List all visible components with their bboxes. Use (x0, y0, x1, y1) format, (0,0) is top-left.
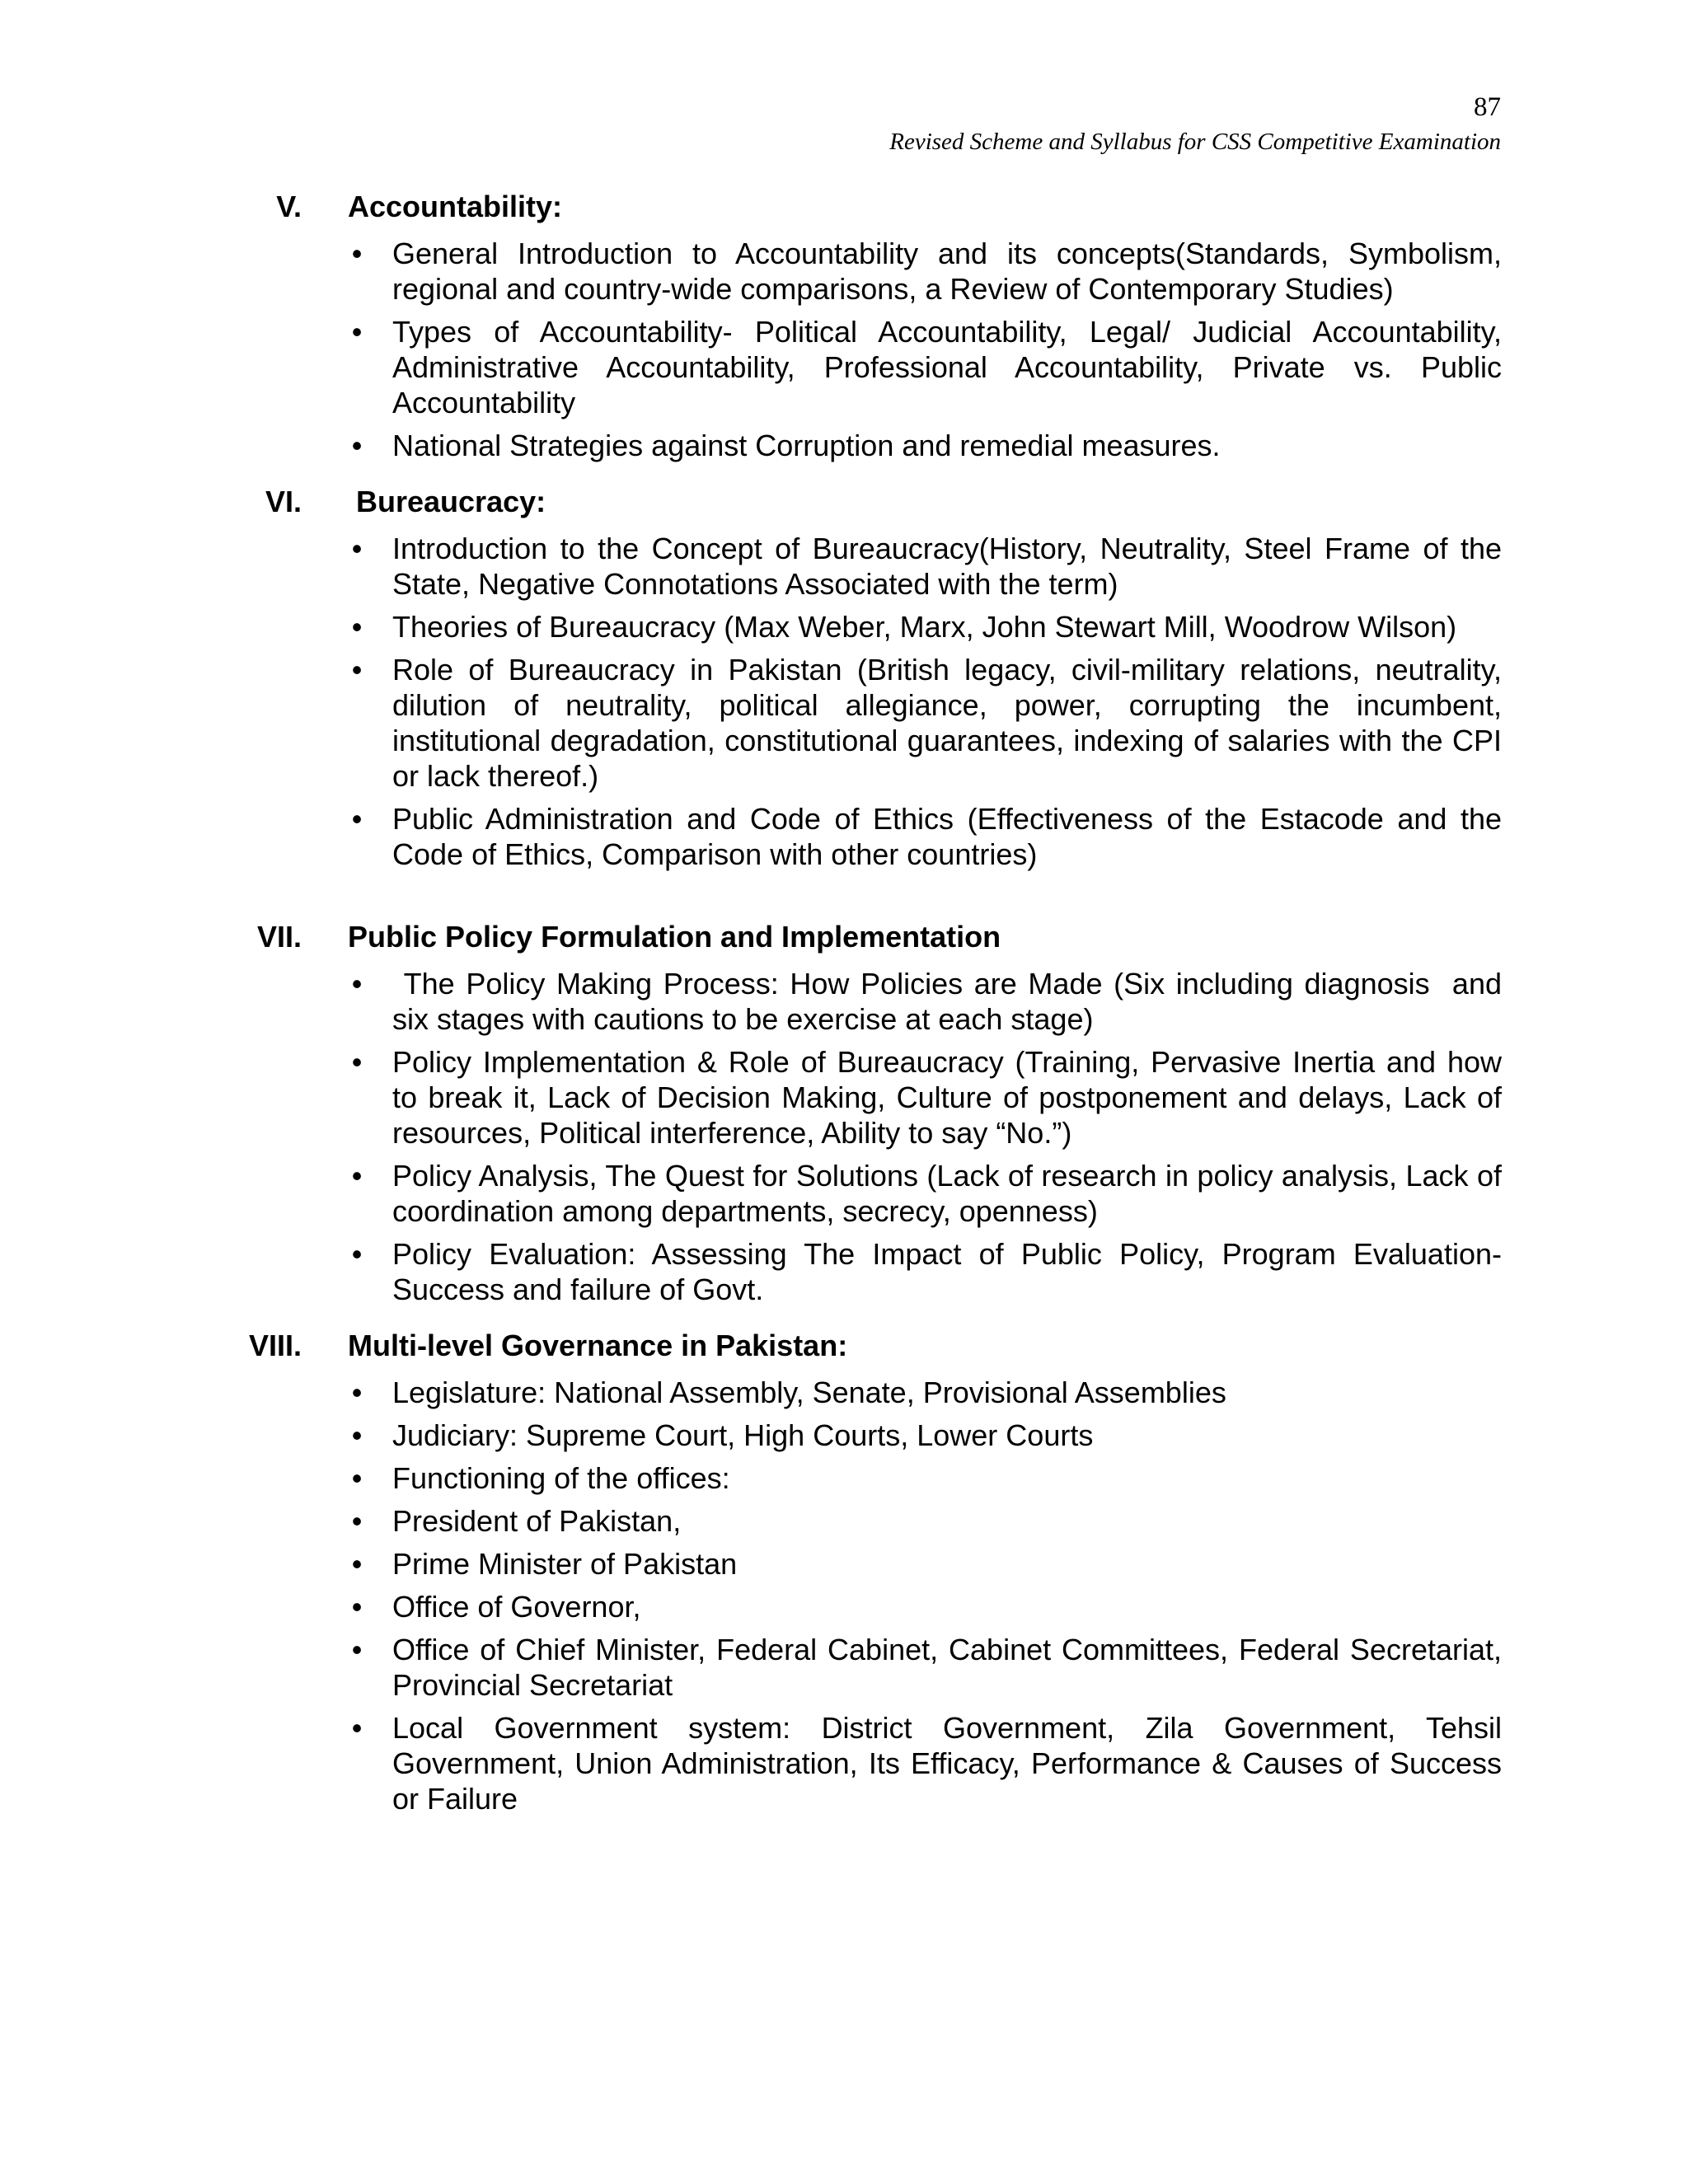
page-number: 87 (1474, 92, 1501, 122)
section-numeral: VII. (256, 920, 302, 954)
bullet-icon: • (351, 653, 363, 687)
list-item-text: Types of Accountability- Political Accountability, Legal/ Judicial Accountability, Administrative Accountability, Professional Accountability, Private vs. Public Accountability (392, 315, 1502, 419)
list-item-text: President of Pakistan, (392, 1504, 682, 1538)
list-item-text: Office of Governor, (392, 1590, 641, 1624)
section-bureaucracy (0, 481, 1688, 872)
list-item-text: Introduction to the Concept of Bureaucracy(History, Neutrality, Steel Frame of the State, Negative Connotations Associated with the term) (392, 532, 1502, 601)
section-heading (0, 1325, 1688, 1375)
list-item-text: Policy Implementation & Role of Bureaucracy (Training, Pervasive Inertia and how to break it, Lack of Decision Making, Culture of postponement and delays, Lack of resources, Political interference, Ability to say “No.”) (392, 1045, 1502, 1150)
section-title: Bureaucracy: (356, 485, 546, 518)
list-item-text: Role of Bureaucracy in Pakistan (British legacy, civil-military relations, neutrality, dilution of neutrality, political allegiance, power, corrupting the incumbent, institutional degradation, constitutional guarantees, indexing of salaries with the CPI or lack thereof.) (392, 653, 1502, 793)
list-item (351, 652, 1502, 794)
list-item (351, 1418, 1502, 1453)
list-item (351, 1546, 1502, 1582)
list-item (351, 801, 1502, 872)
bullet-icon: • (351, 1590, 363, 1624)
list-item-text: The Policy Making Process: How Policies are Made (Six including diagnosis and six stages with cautions to be exercise at each stage) (392, 967, 1511, 1036)
list-item (351, 1158, 1502, 1229)
bullet-icon: • (351, 1461, 363, 1495)
section-numeral: VI. (265, 485, 302, 518)
section-multi-level-governance (0, 1325, 1688, 1816)
bullet-icon: • (351, 429, 363, 462)
list-item (351, 1632, 1502, 1703)
section-numeral: V. (276, 190, 302, 223)
bullet-icon: • (351, 967, 363, 1001)
bullet-icon: • (351, 237, 363, 270)
list-item (351, 236, 1502, 307)
section-public-policy (0, 916, 1688, 1307)
bullet-icon: • (351, 1711, 363, 1745)
list-item (351, 1375, 1502, 1410)
list-item (351, 314, 1502, 420)
list-item (351, 1710, 1502, 1816)
section-title: Multi-level Governance in Pakistan: (348, 1329, 848, 1362)
list-item-text: Policy Analysis, The Quest for Solutions (Lack of research in policy analysis, Lack of coordination among departments, secrecy, openness) (392, 1159, 1502, 1228)
list-item (351, 1044, 1502, 1151)
bullet-icon: • (351, 1547, 363, 1581)
list-item-text: Judiciary: Supreme Court, High Courts, Lower Courts (392, 1418, 1094, 1452)
bullet-icon: • (351, 610, 363, 644)
bullet-icon: • (351, 1376, 363, 1409)
list-item-text: General Introduction to Accountability and its concepts(Standards, Symbolism, regional and country-wide comparisons, a Review of Contemporary Studies) (392, 237, 1502, 306)
list-item-text: Local Government system: District Government, Zila Government, Tehsil Government, Union Administration, Its Efficacy, Performance & Causes of Success or Failure (392, 1711, 1502, 1816)
section-heading (0, 481, 1688, 531)
section-title: Accountability: (348, 190, 563, 223)
list-item (351, 428, 1502, 463)
bullet-list (351, 966, 1511, 1307)
list-item (351, 966, 1511, 1037)
list-item (351, 1503, 1502, 1539)
syllabus-content (0, 186, 1688, 1824)
bullet-icon: • (351, 532, 363, 565)
bullet-list (351, 1375, 1502, 1816)
list-item (351, 1589, 1502, 1624)
section-heading (0, 186, 1688, 236)
running-header: Revised Scheme and Syllabus for CSS Competitive Examination (889, 129, 1501, 155)
list-item (351, 1236, 1502, 1307)
bullet-list (351, 236, 1502, 463)
list-item (351, 531, 1502, 602)
bullet-list (351, 531, 1502, 872)
section-title: Public Policy Formulation and Implementation (348, 920, 1001, 954)
list-item-text: Legislature: National Assembly, Senate, Provisional Assemblies (392, 1376, 1226, 1409)
list-item-text: Functioning of the offices: (392, 1461, 730, 1495)
bullet-icon: • (351, 1418, 363, 1452)
list-item (351, 609, 1502, 644)
bullet-icon: • (351, 802, 363, 836)
list-item-text: Policy Evaluation: Assessing The Impact of Public Policy, Program Evaluation-Success and failure of Govt. (392, 1237, 1502, 1306)
bullet-icon: • (351, 1045, 363, 1079)
list-item-text: Office of Chief Minister, Federal Cabinet, Cabinet Committees, Federal Secretariat, Provincial Secretariat (392, 1633, 1502, 1702)
section-heading (0, 916, 1688, 966)
list-item-text: Theories of Bureaucracy (Max Weber, Marx, John Stewart Mill, Woodrow Wilson) (392, 610, 1457, 644)
bullet-icon: • (351, 1237, 363, 1271)
list-item (351, 1460, 1502, 1496)
bullet-icon: • (351, 315, 363, 349)
list-item-text: Public Administration and Code of Ethics (Effectiveness of the Estacode and the Code of Ethics, Comparison with other countries) (392, 802, 1502, 871)
bullet-icon: • (351, 1633, 363, 1666)
list-item-text: Prime Minister of Pakistan (392, 1547, 738, 1581)
section-numeral: VIII. (248, 1329, 302, 1362)
list-item-text: National Strategies against Corruption and remedial measures. (392, 429, 1221, 462)
bullet-icon: • (351, 1504, 363, 1538)
section-accountability (0, 186, 1688, 463)
bullet-icon: • (351, 1159, 363, 1193)
